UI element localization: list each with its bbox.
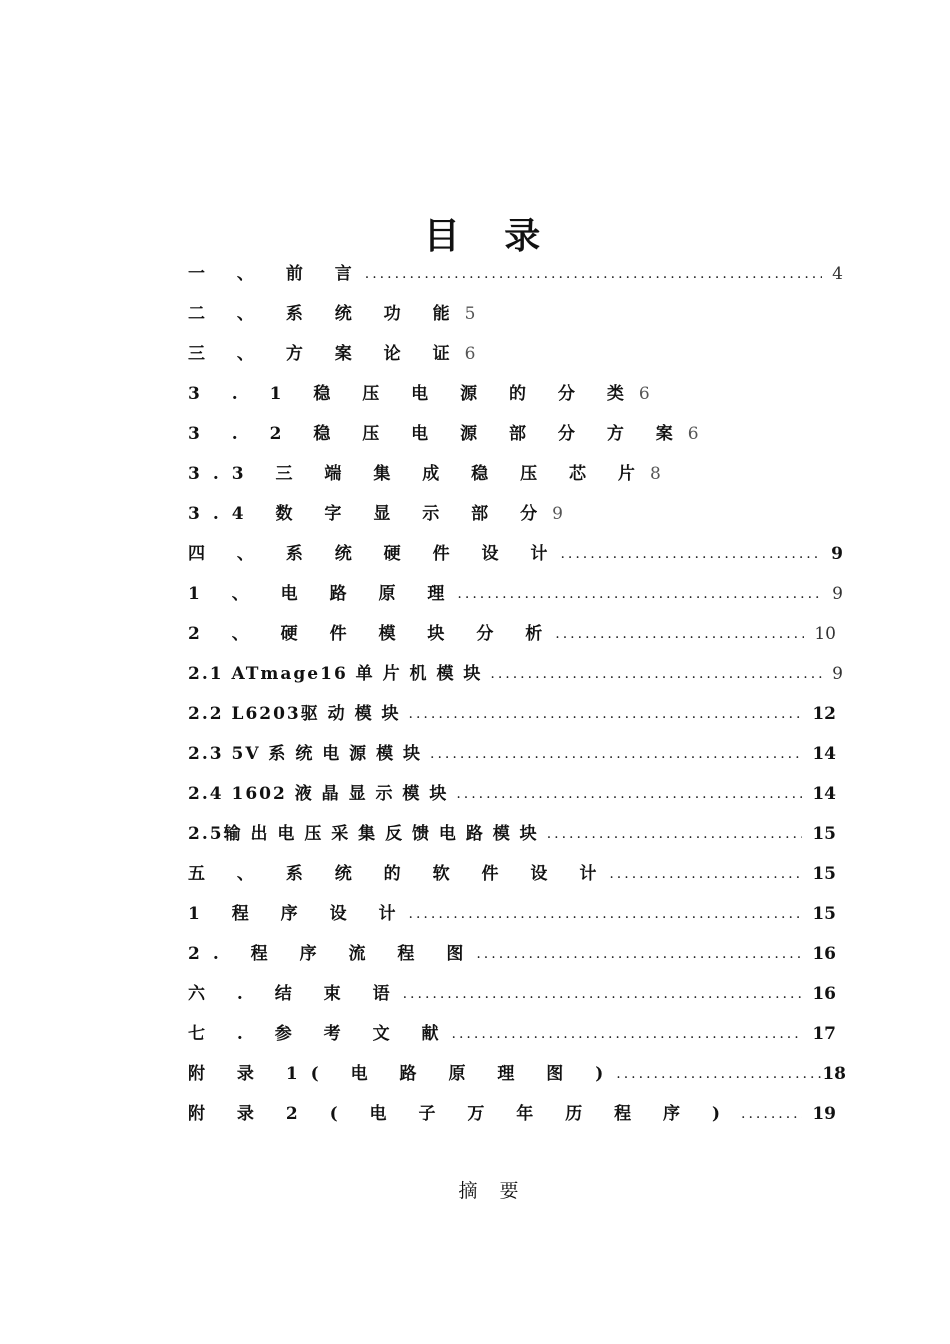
toc-entry-label: 3.4 数 字 显 示 部 分 <box>188 504 551 524</box>
toc-entry[interactable] <box>188 254 843 294</box>
dot-leader <box>409 894 803 934</box>
toc-entry-label: 六 . 结 束 语 <box>188 984 403 1004</box>
dot-leader <box>409 694 803 734</box>
toc-entry-label: 二 、 系 统 功 能 <box>188 304 463 324</box>
abstract-heading: 摘 要 <box>458 1180 527 1202</box>
dot-leader <box>430 734 802 774</box>
toc-entry[interactable] <box>188 494 563 534</box>
toc-entry-label: 附 录 2 ( 电 子 万 年 历 程 序 ) <box>188 1104 734 1124</box>
toc-entry-page: 15 <box>812 904 836 924</box>
toc-entry-label: 七 . 参 考 文 献 <box>188 1024 452 1044</box>
dot-leader <box>490 654 822 694</box>
toc-entry[interactable] <box>188 894 836 934</box>
toc-entry[interactable] <box>188 694 836 734</box>
toc-entry-label: 1 、 电 路 原 理 <box>188 584 458 604</box>
toc-entry[interactable] <box>188 614 836 654</box>
toc-entry-page: 6 <box>687 424 699 444</box>
toc-entry-label: 1 程 序 设 计 <box>188 904 409 924</box>
toc-entry-page: 17 <box>812 1024 836 1044</box>
toc-entry-page: 8 <box>649 464 661 484</box>
dot-leader <box>457 574 822 614</box>
toc-entry-label: 2.2 L6203驱 动 模 块 <box>188 704 401 724</box>
toc-entry-page: 18 <box>822 1064 846 1084</box>
page-title: 目 录 <box>423 216 557 257</box>
toc-entry[interactable] <box>188 374 650 414</box>
toc-entry-label: 五 、 系 统 的 软 件 设 计 <box>188 864 610 884</box>
dot-leader <box>547 814 803 854</box>
toc-entry-page: 6 <box>638 384 650 404</box>
toc-entry-label: 一 、 前 言 <box>188 264 365 284</box>
toc-entry[interactable] <box>188 814 836 854</box>
toc-entry-page: 9 <box>552 504 563 524</box>
toc-entry-label: 2.1 ATmage16 单 片 机 模 块 <box>188 664 483 684</box>
toc-entry-page: 9 <box>832 664 843 684</box>
dot-leader <box>741 1094 802 1134</box>
toc-entry-label: 三 、 方 案 论 证 <box>188 344 463 364</box>
toc-entry[interactable] <box>188 974 836 1014</box>
toc-entry-page: 4 <box>832 264 843 284</box>
toc-entry[interactable] <box>188 1014 836 1054</box>
toc-entry[interactable] <box>188 854 836 894</box>
toc-entry-label: 附 录 1( 电 路 原 理 图 ) <box>188 1064 617 1084</box>
toc-entry-page: 16 <box>812 944 836 964</box>
toc-entry-page: 5 <box>464 304 476 324</box>
toc-entry-page: 16 <box>812 984 836 1004</box>
toc-entry-page: 10 <box>814 624 836 644</box>
toc-entry[interactable] <box>188 654 843 694</box>
dot-leader <box>365 254 822 294</box>
toc-entry-page: 9 <box>832 584 843 604</box>
toc-entry[interactable] <box>188 334 475 374</box>
toc-entry-page: 19 <box>812 1104 836 1124</box>
toc-entry[interactable] <box>188 574 843 614</box>
toc-entry-page: 6 <box>464 344 476 364</box>
toc-entry-label: 2. 程 序 流 程 图 <box>188 944 477 964</box>
toc-entry[interactable] <box>188 534 843 574</box>
toc-entry-label: 3 . 1 稳 压 电 源 的 分 类 <box>188 384 637 404</box>
dot-leader <box>452 1014 803 1054</box>
toc-entry[interactable] <box>188 1054 846 1094</box>
toc-entry[interactable] <box>188 934 836 974</box>
toc-entry-label: 四 、 系 统 硬 件 设 计 <box>188 544 561 564</box>
toc-entry-label: 2.3 5V 系 统 电 源 模 块 <box>188 744 423 764</box>
dot-leader <box>616 1054 822 1094</box>
toc-entry-page: 12 <box>812 704 836 724</box>
toc-entry[interactable] <box>188 1094 836 1134</box>
dot-leader <box>609 854 802 894</box>
toc-entry[interactable] <box>188 774 836 814</box>
toc-entry[interactable] <box>188 414 699 454</box>
toc-entry-page: 14 <box>812 784 836 804</box>
toc-entry-page: 15 <box>812 824 836 844</box>
dot-leader <box>456 774 802 814</box>
toc-entry-label: 3.3 三 端 集 成 稳 压 芯 片 <box>188 464 648 484</box>
dot-leader <box>560 534 821 574</box>
dot-leader <box>403 974 803 1014</box>
toc-entry-page: 15 <box>812 864 836 884</box>
dot-leader <box>476 934 802 974</box>
toc-entry-page: 9 <box>831 544 843 564</box>
toc-entry[interactable] <box>188 454 661 494</box>
toc-entry-label: 2 、 硬 件 模 块 分 析 <box>188 624 556 644</box>
toc-entry[interactable] <box>188 294 475 334</box>
toc-entry-label: 3 . 2 稳 压 电 源 部 分 方 案 <box>188 424 686 444</box>
toc-entry[interactable] <box>188 734 836 774</box>
toc-entry-page: 14 <box>812 744 836 764</box>
toc-entry-label: 2.4 1602 液 晶 显 示 模 块 <box>188 784 449 804</box>
toc-entry-label: 2.5输 出 电 压 采 集 反 馈 电 路 模 块 <box>188 824 539 844</box>
dot-leader <box>555 614 804 654</box>
